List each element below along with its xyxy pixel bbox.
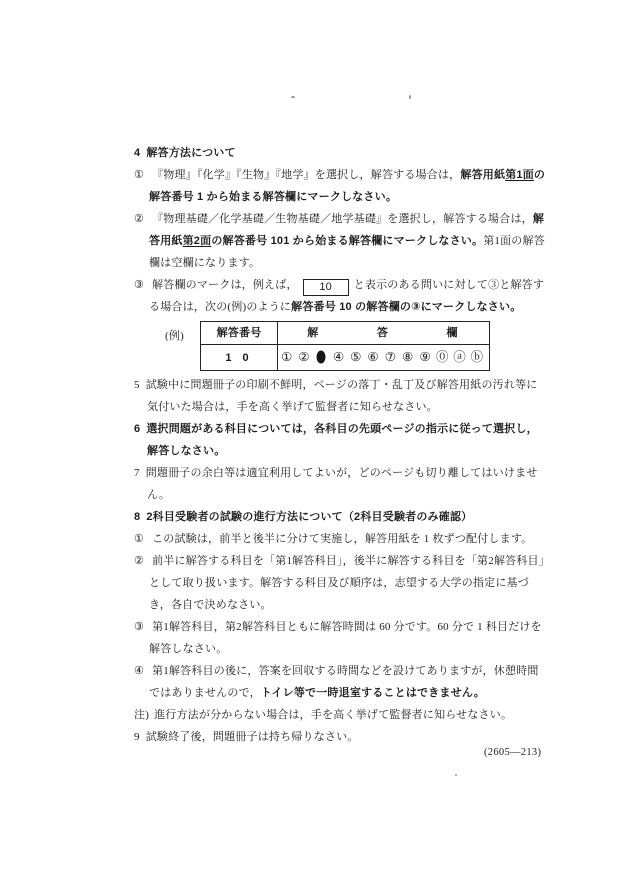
- section-5-number: 5: [134, 379, 140, 391]
- mark-option-0: ⓪: [435, 350, 449, 364]
- text-segment: 解答番号 10 の解答欄の③にマークしなさい。: [291, 301, 522, 313]
- circled-1-marker: ①: [134, 533, 145, 545]
- scan-speck: [291, 96, 295, 98]
- underlined-sheet-side-2: 第2面: [182, 235, 212, 247]
- text-segment: 『物理』『化学』『生物』『地学』を選択し，解答する場合は，: [152, 169, 461, 181]
- mark-option-2: ②: [298, 350, 310, 364]
- mark-option-6: ⑥: [367, 350, 379, 364]
- text-segment: 第1解答科目，第2解答科目ともに解答時間は 60 分です。60 分で 1 科目だけを解答しなさい。: [149, 621, 542, 655]
- mark-option-a: ⓐ: [453, 350, 466, 364]
- example-block: [165, 321, 548, 371]
- mark-option-1: ①: [280, 350, 293, 364]
- section-7: [134, 462, 548, 506]
- note-line: [134, 704, 548, 726]
- text-segment: 試験終了後，問題冊子は持ち帰りなさい。: [145, 731, 359, 743]
- text-segment-emphasis: トイレ等で一時退室することはできません。: [260, 687, 485, 699]
- answer-column-header: [278, 322, 490, 345]
- question-number-box: 10: [303, 279, 349, 296]
- answer-marks-cell: [278, 345, 490, 371]
- answer-number-cell: 1 0: [201, 345, 278, 371]
- note-label: 注): [134, 709, 150, 721]
- answer-grid-table: [200, 321, 490, 371]
- section-8-item-1: [134, 528, 548, 550]
- section-8-item-4: [134, 660, 548, 704]
- answer-grid-header-row: [201, 322, 490, 345]
- text-segment: 前半に解答する科目を「第1解答科目」，後半に解答する科目を「第2解答科目」として取り扱います。解答する科目及び順序は，志望する大学の指定に基づき，各自で決めなさい。: [149, 555, 545, 611]
- section-9: [134, 726, 548, 748]
- section-8-title: 2科目受験者の試験の進行方法について（2科目受験者のみ確認）: [146, 511, 473, 523]
- section-4-item-2: [134, 208, 548, 274]
- instructions-text-block: [134, 142, 548, 748]
- mark-option-8: ⑧: [402, 350, 414, 364]
- text-segment: 第1解答科目の後に，答案を回収する時間などを設けてありますが，休憩時間ではありませんので，: [149, 665, 539, 699]
- circled-3-marker: ③: [134, 279, 145, 291]
- circled-2-marker: ②: [134, 213, 145, 225]
- text-segment: と表示のある問いに対して③と解答する場合は，次の(例)のように: [149, 279, 545, 313]
- answer-grid-data-row: [201, 345, 490, 371]
- circled-2-marker: ②: [134, 555, 145, 567]
- section-4-item-1: [134, 164, 548, 208]
- section-7-number: 7: [134, 467, 140, 479]
- text-segment: 選択問題がある科目については，各科目の先頭ページの指示に従って選択し，解答しなさい。: [146, 423, 538, 457]
- section-4-number: 4: [134, 147, 141, 159]
- header-char: 答: [376, 327, 389, 339]
- mark-option-9: ⑨: [419, 350, 431, 364]
- text-segment: 問題冊子の余白等は適宜利用してよいが，どのページも切り離してはいけません。: [145, 467, 538, 501]
- mark-option-4: ④: [332, 350, 345, 364]
- section-4-item-3: [134, 274, 548, 318]
- text-segment: 解答用紙: [149, 213, 545, 247]
- text-segment: 第1面の解答欄は空欄になります。: [149, 235, 545, 269]
- section-6: [134, 418, 548, 462]
- answer-number-header: 解答番号: [201, 322, 278, 345]
- section-8-number: 8: [134, 511, 141, 523]
- section-9-number: 9: [134, 731, 140, 743]
- mark-option-b: ⓑ: [470, 350, 484, 364]
- section-8-item-2: [134, 550, 548, 616]
- text-segment: の解答番号 101 から始まる解答欄にマークしなさい。: [211, 235, 484, 247]
- booklet-code: (2605—213): [484, 747, 542, 758]
- section-4-heading: [134, 142, 548, 164]
- mark-option-7: ⑦: [384, 350, 397, 364]
- header-char: 欄: [446, 327, 458, 339]
- section-5: [134, 374, 548, 418]
- text-segment: 試験中に問題冊子の印刷不鮮明，ページの落丁・乱丁及び解答用紙の汚れ等に気付いた場合は，手を高く挙げて監督者に知らせなさい。: [145, 379, 538, 413]
- section-4-title: 解答方法について: [146, 147, 236, 159]
- text-segment: 進行方法が分からない場合は，手を高く挙げて監督者に知らせなさい。: [154, 709, 513, 721]
- header-char: 解: [307, 327, 319, 339]
- text-segment: 解答欄のマークは，例えば，: [152, 279, 298, 291]
- text-segment: 解答用紙: [460, 169, 506, 181]
- circled-1-marker: ①: [134, 169, 145, 181]
- circled-4-marker: ④: [134, 665, 145, 677]
- text-segment: の解答番号 1 から始まる解答欄にマークしなさい。: [149, 169, 546, 203]
- mark-option-3-filled: [313, 346, 330, 368]
- scan-speck: [455, 774, 457, 776]
- text-segment: 『物理基礎／化学基礎／生物基礎／地学基礎』を選択し，解答する場合は，: [152, 213, 533, 225]
- section-8-heading: [134, 506, 548, 528]
- section-6-number: 6: [134, 423, 141, 435]
- section-8-item-3: [134, 616, 548, 660]
- underlined-sheet-side-1: 第1面: [505, 169, 534, 181]
- circled-3-marker: ③: [134, 621, 145, 633]
- text-segment: この試験は，前半と後半に分けて実施し，解答用紙を 1 枚ずつ配付します。: [152, 533, 533, 545]
- example-label: (例): [165, 330, 184, 342]
- mark-option-5: ⑤: [350, 350, 362, 364]
- scan-speck: [409, 95, 411, 99]
